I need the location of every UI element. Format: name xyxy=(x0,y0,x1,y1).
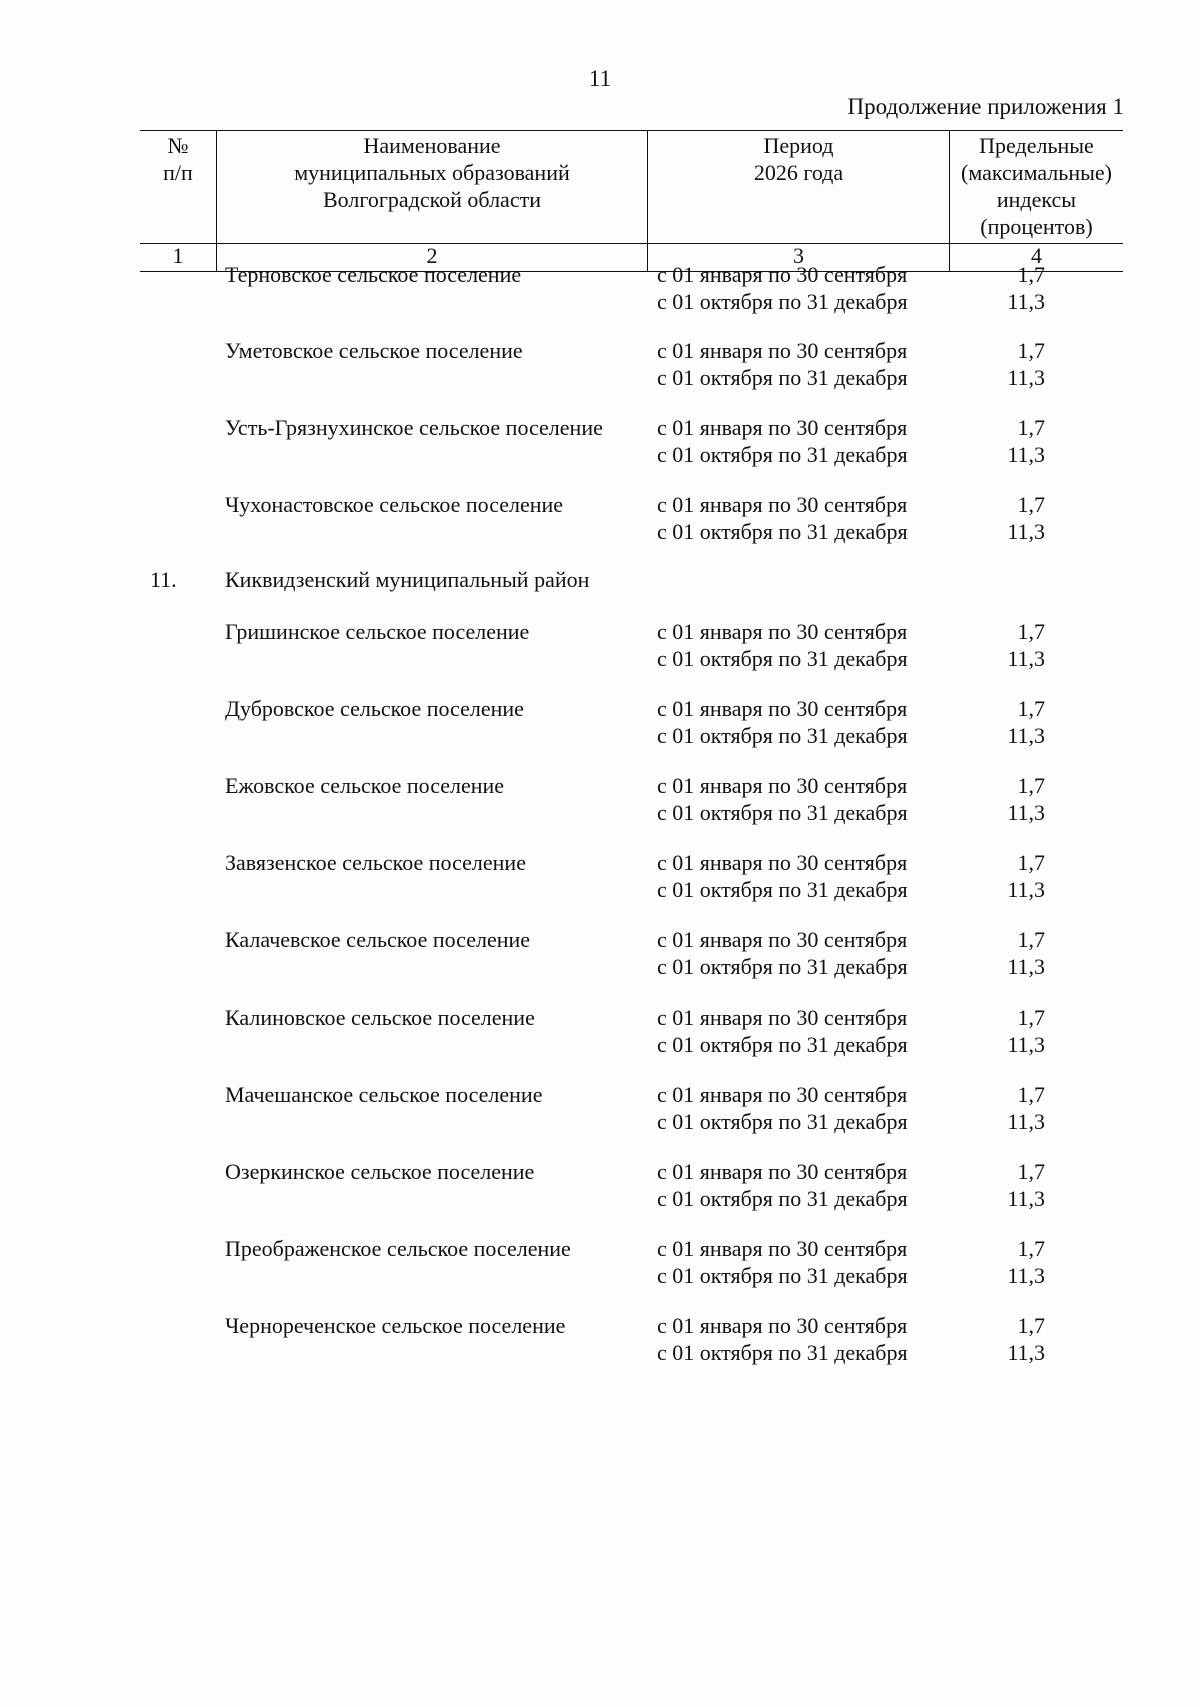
period-start: с 01 января по 30 сентября xyxy=(657,619,908,644)
period-end: с 01 октября по 31 декабря xyxy=(657,442,908,467)
period-end: с 01 октября по 31 декабря xyxy=(657,365,908,390)
period-end: с 01 октября по 31 декабря xyxy=(657,723,908,748)
index-value-1: 1,7 xyxy=(1017,619,1045,644)
settlement-name: Мачешанское сельское поселение xyxy=(225,1082,543,1107)
header-line: 2026 года xyxy=(753,160,844,185)
index-value-2: 11,3 xyxy=(1007,442,1045,467)
table-row xyxy=(0,492,1200,548)
index-value-1: 1,7 xyxy=(1017,262,1045,287)
period-start: с 01 января по 30 сентября xyxy=(657,696,908,721)
settlement-name: Ежовское сельское поселение xyxy=(225,773,505,798)
table-row xyxy=(0,415,1200,471)
index-value-1: 1,7 xyxy=(1017,850,1045,875)
period-start: с 01 января по 30 сентября xyxy=(657,262,908,287)
index-value-1: 1,7 xyxy=(1017,1313,1045,1338)
period-start: с 01 января по 30 сентября xyxy=(657,415,908,440)
index-value-1: 1,7 xyxy=(1017,1236,1045,1261)
settlement-name: Озеркинское сельское поселение xyxy=(225,1159,535,1184)
header-line: Предельные xyxy=(979,133,1094,158)
table-row xyxy=(0,850,1200,906)
index-value-1: 1,7 xyxy=(1017,492,1045,517)
column-number: 2 xyxy=(216,244,647,271)
column-number: 4 xyxy=(949,244,1123,271)
header-col-name xyxy=(216,131,647,243)
period-end: с 01 октября по 31 декабря xyxy=(657,800,908,825)
table-row xyxy=(0,696,1200,752)
period-start: с 01 января по 30 сентября xyxy=(657,492,908,517)
index-value-2: 11,3 xyxy=(1007,723,1045,748)
table-row xyxy=(0,1159,1200,1215)
district-row xyxy=(0,567,1200,595)
period-end: с 01 октября по 31 декабря xyxy=(657,519,908,544)
period-start: с 01 января по 30 сентября xyxy=(657,1082,908,1107)
index-value-2: 11,3 xyxy=(1007,954,1045,979)
table-row xyxy=(0,1236,1200,1292)
period-start: с 01 января по 30 сентября xyxy=(657,1159,908,1184)
index-value-2: 11,3 xyxy=(1007,800,1045,825)
header-col-index xyxy=(949,131,1123,243)
index-value-2: 11,3 xyxy=(1007,1340,1045,1365)
header-line: (максимальные) xyxy=(961,160,1112,185)
table-row xyxy=(0,773,1200,829)
table-row xyxy=(0,1313,1200,1369)
settlement-name: Гришинское сельское поселение xyxy=(225,619,530,644)
period-end: с 01 октября по 31 декабря xyxy=(657,1109,908,1134)
header-line: п/п xyxy=(163,160,193,185)
index-value-1: 1,7 xyxy=(1017,338,1045,363)
header-line: № xyxy=(167,133,189,158)
period-end: с 01 октября по 31 декабря xyxy=(657,877,908,902)
column-number: 3 xyxy=(647,244,949,271)
index-value-1: 1,7 xyxy=(1017,415,1045,440)
index-value-2: 11,3 xyxy=(1007,1032,1045,1057)
header-line: Наименование xyxy=(363,133,501,158)
index-value-2: 11,3 xyxy=(1007,1186,1045,1211)
settlement-name: Терновское сельское поселение xyxy=(225,262,522,287)
index-value-2: 11,3 xyxy=(1007,1263,1045,1288)
continuation-note: Продолжение приложения 1 xyxy=(847,94,1124,119)
period-start: с 01 января по 30 сентября xyxy=(657,1005,908,1030)
period-end: с 01 октября по 31 декабря xyxy=(657,1032,908,1057)
period-end: с 01 октября по 31 декабря xyxy=(657,954,908,979)
header-line: Волгоградской области xyxy=(323,187,541,212)
period-end: с 01 октября по 31 декабря xyxy=(657,1263,908,1288)
period-start: с 01 января по 30 сентября xyxy=(657,850,908,875)
header-row xyxy=(140,130,1123,243)
header-line: индексы xyxy=(996,187,1077,212)
index-value-1: 1,7 xyxy=(1017,696,1045,721)
table-row xyxy=(0,927,1200,983)
settlement-name: Усть-Грязнухинское сельское поселение xyxy=(225,415,603,440)
settlement-name: Калиновское сельское поселение xyxy=(225,1005,535,1030)
page-number: 11 xyxy=(588,66,612,91)
header-col-number xyxy=(140,131,216,243)
settlement-name: Чухонастовское сельское поселение xyxy=(225,492,564,517)
district-name: Киквидзенский муниципальный район xyxy=(225,567,590,592)
period-start: с 01 января по 30 сентября xyxy=(657,338,908,363)
settlement-name: Дубровское сельское поселение xyxy=(225,696,524,721)
index-value-2: 11,3 xyxy=(1007,877,1045,902)
table-row xyxy=(0,619,1200,675)
column-number: 1 xyxy=(172,243,184,268)
table-row xyxy=(0,1005,1200,1061)
settlement-name: Уметовское сельское поселение xyxy=(225,338,523,363)
table-row xyxy=(0,1082,1200,1138)
index-value-2: 11,3 xyxy=(1007,365,1045,390)
district-number: 11. xyxy=(150,567,177,592)
header-line: Период xyxy=(763,133,834,158)
index-value-1: 1,7 xyxy=(1017,1005,1045,1030)
period-end: с 01 октября по 31 декабря xyxy=(657,289,908,314)
index-value-1: 1,7 xyxy=(1017,773,1045,798)
settlement-name: Калачевское сельское поселение xyxy=(225,927,531,952)
index-value-2: 11,3 xyxy=(1007,646,1045,671)
index-value-2: 11,3 xyxy=(1007,1109,1045,1134)
index-value-2: 11,3 xyxy=(1007,289,1045,314)
header-line: (процентов) xyxy=(980,214,1093,239)
index-value-1: 1,7 xyxy=(1017,1082,1045,1107)
period-end: с 01 октября по 31 декабря xyxy=(657,646,908,671)
table-header xyxy=(140,130,1123,272)
table-row xyxy=(0,262,1200,318)
index-value-2: 11,3 xyxy=(1007,519,1045,544)
header-line: муниципальных образований xyxy=(294,160,570,185)
period-end: с 01 октября по 31 декабря xyxy=(657,1186,908,1211)
period-start: с 01 января по 30 сентября xyxy=(657,1313,908,1338)
period-start: с 01 января по 30 сентября xyxy=(657,773,908,798)
period-start: с 01 января по 30 сентября xyxy=(657,927,908,952)
index-value-1: 1,7 xyxy=(1017,927,1045,952)
settlement-name: Чернореченское сельское поселение xyxy=(225,1313,566,1338)
settlement-name: Преображенское сельское поселение xyxy=(225,1236,571,1261)
period-end: с 01 октября по 31 декабря xyxy=(657,1340,908,1365)
index-value-1: 1,7 xyxy=(1017,1159,1045,1184)
header-col-period xyxy=(647,131,949,243)
table-row xyxy=(0,338,1200,394)
period-start: с 01 января по 30 сентября xyxy=(657,1236,908,1261)
settlement-name: Завязенское сельское поселение xyxy=(225,850,526,875)
